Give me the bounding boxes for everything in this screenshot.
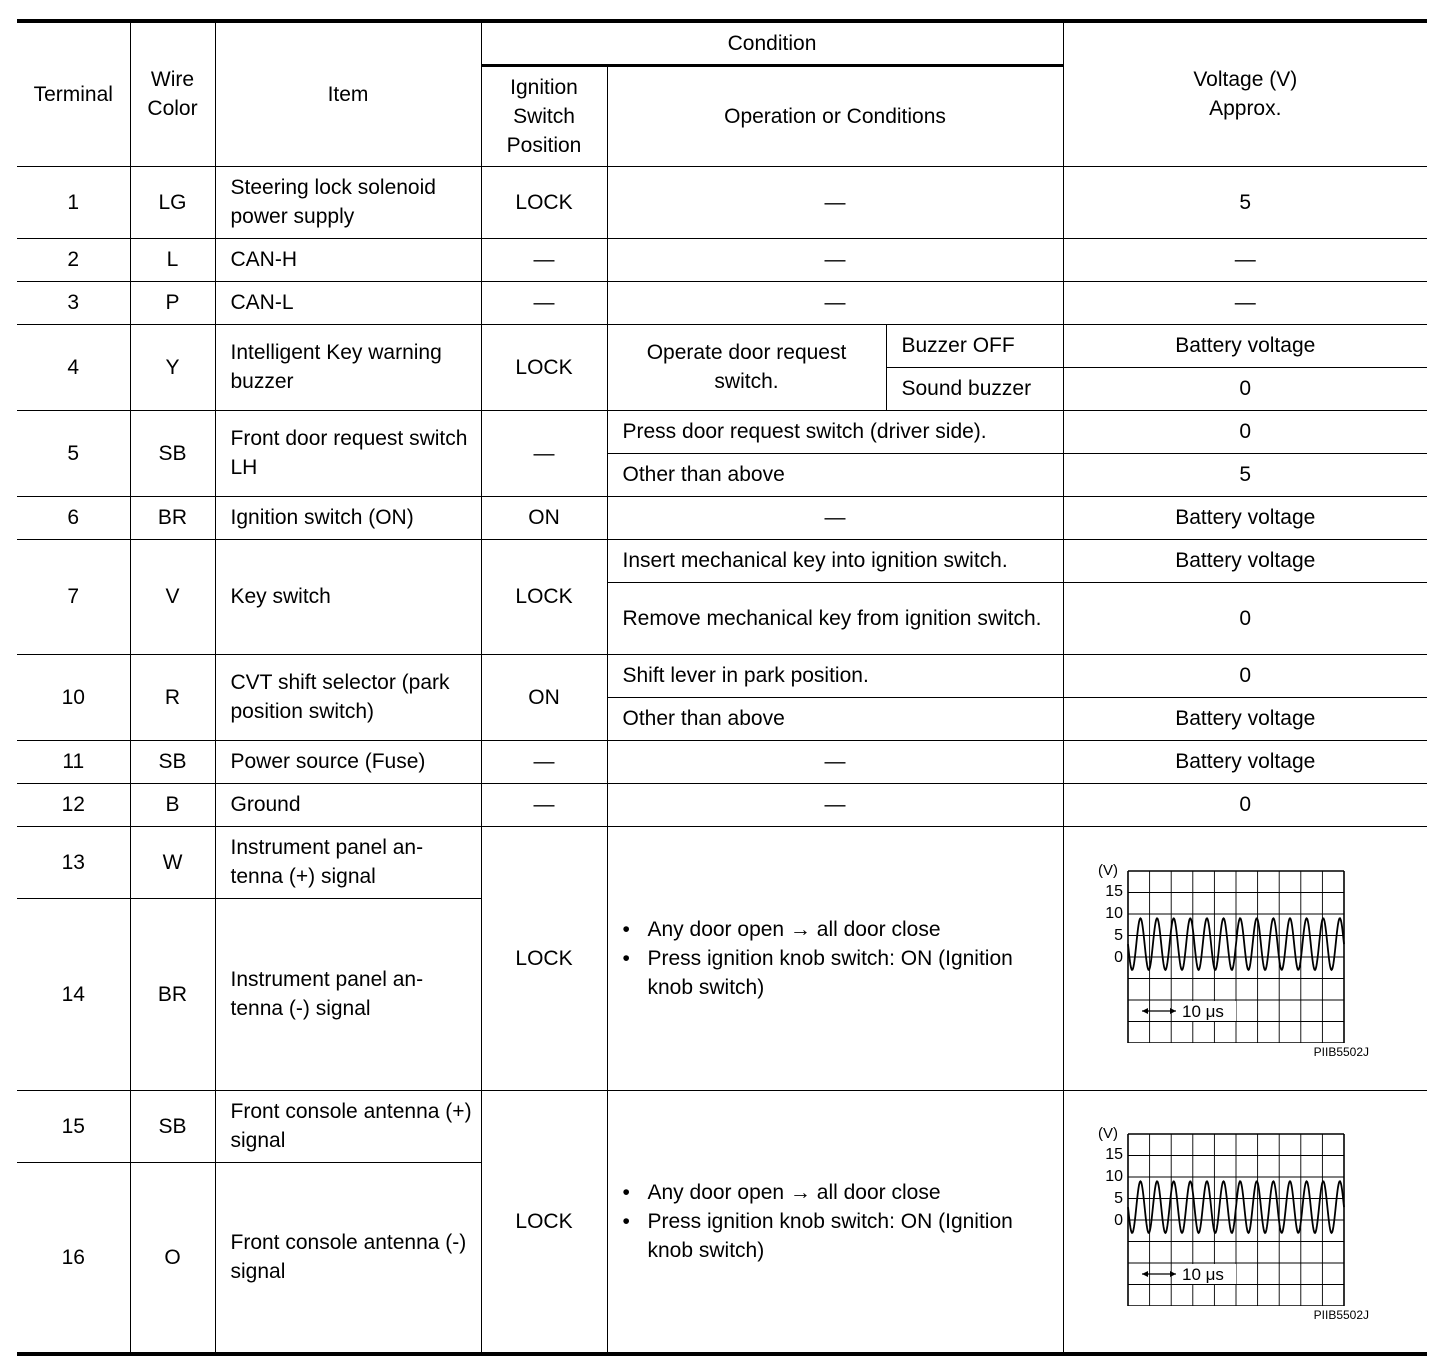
header-wire-color: Wire Color: [130, 21, 215, 166]
terminal-cell: 7: [17, 539, 130, 654]
arrow-left-icon: [1142, 1271, 1148, 1277]
wire-color-cell: W: [130, 826, 215, 898]
ignition-cell: ON: [481, 496, 607, 539]
ignition-cell: LOCK: [481, 1090, 607, 1354]
voltage-cell: —: [1063, 238, 1427, 281]
terminal-spec-table: [17, 19, 1427, 1356]
arrow-right-icon: [1170, 1008, 1176, 1014]
arrow-left-icon: [1142, 1008, 1148, 1014]
operation-cell: Insert mechanical key into ignition switch.: [607, 539, 1063, 582]
sub-condition-cell: Sound buzzer: [886, 367, 1063, 410]
header-voltage: Voltage (V) Approx.: [1063, 21, 1427, 166]
bullet-icon: •: [622, 1180, 630, 1204]
waveform-cell: [1063, 826, 1427, 1090]
y-tick-label: 5: [1113, 927, 1123, 944]
operation-cell: —: [607, 166, 1063, 238]
operation-cell: —: [607, 496, 1063, 539]
item-cell: CVT shift selector (park position switch): [215, 654, 481, 740]
list-item: [623, 915, 1063, 944]
terminal-cell: 3: [17, 281, 130, 324]
terminal-cell: 14: [17, 898, 130, 1090]
oscilloscope-waveform-a: [1098, 863, 1368, 1043]
voltage-cell: 5: [1063, 453, 1427, 496]
figure-code: PIIB5502J: [1313, 1308, 1370, 1323]
table-row: [17, 740, 1427, 783]
oscilloscope-waveform-b: [1098, 1126, 1368, 1306]
wire-color-cell: R: [130, 654, 215, 740]
terminal-cell: 4: [17, 324, 130, 410]
list-item: [623, 1207, 1063, 1265]
ignition-cell: —: [481, 410, 607, 496]
terminal-cell: 11: [17, 740, 130, 783]
terminal-cell: 16: [17, 1162, 130, 1354]
wire-color-cell: B: [130, 783, 215, 826]
table-row: [17, 324, 1427, 367]
wire-color-cell: L: [130, 238, 215, 281]
terminal-cell: 5: [17, 410, 130, 496]
y-tick-label: 5: [1113, 1190, 1123, 1208]
time-division-label: 10 μs: [1181, 1002, 1224, 1021]
item-cell: Front door request switch LH: [215, 410, 481, 496]
bullet-text: Any door open → all door close: [647, 1180, 941, 1204]
voltage-cell: Battery voltage: [1063, 740, 1427, 783]
ignition-cell: LOCK: [481, 539, 607, 654]
item-cell: Power source (Fuse): [215, 740, 481, 783]
y-tick-label: 0: [1113, 949, 1123, 966]
item-cell: Front console antenna (-) signal: [215, 1162, 481, 1354]
list-item: [623, 1178, 1063, 1207]
voltage-cell: 0: [1063, 654, 1427, 697]
y-tick-label: 10: [1104, 905, 1123, 922]
unit-label: (V): [1097, 1126, 1118, 1143]
ignition-cell: —: [481, 783, 607, 826]
list-item: [623, 944, 1063, 1002]
y-tick-label: 15: [1104, 1146, 1123, 1164]
item-cell: Ignition switch (ON): [215, 496, 481, 539]
operation-cell: [607, 826, 1063, 1090]
table-row: [17, 496, 1427, 539]
terminal-cell: 2: [17, 238, 130, 281]
terminal-cell: 13: [17, 826, 130, 898]
operation-cell: [607, 1090, 1063, 1354]
wire-color-cell: SB: [130, 740, 215, 783]
voltage-cell: Battery voltage: [1063, 324, 1427, 367]
operation-cell: —: [607, 783, 1063, 826]
table-row: [17, 826, 1427, 898]
bullet-text: Press ignition knob switch: ON (Ignition knob switch): [647, 1209, 1013, 1262]
voltage-cell: Battery voltage: [1063, 697, 1427, 740]
voltage-cell: 5: [1063, 166, 1427, 238]
unit-label: (V): [1097, 863, 1118, 879]
table-row: [17, 238, 1427, 281]
bullet-icon: •: [622, 946, 630, 970]
ignition-cell: ON: [481, 654, 607, 740]
wire-color-cell: SB: [130, 410, 215, 496]
wire-color-cell: Y: [130, 324, 215, 410]
ignition-cell: —: [481, 281, 607, 324]
bullet-icon: •: [622, 1209, 630, 1233]
voltage-cell: —: [1063, 281, 1427, 324]
table-row: [17, 654, 1427, 697]
item-cell: CAN-L: [215, 281, 481, 324]
terminal-cell: 1: [17, 166, 130, 238]
ignition-cell: LOCK: [481, 324, 607, 410]
item-cell: Key switch: [215, 539, 481, 654]
time-division-label: 10 μs: [1181, 1265, 1224, 1285]
voltage-cell: Battery voltage: [1063, 539, 1427, 582]
wire-color-cell: LG: [130, 166, 215, 238]
table-row: [17, 281, 1427, 324]
arrow-right-icon: [1170, 1271, 1176, 1277]
header-terminal: Terminal: [17, 21, 130, 166]
wire-color-cell: P: [130, 281, 215, 324]
bullet-text: Press ignition knob switch: ON (Ignition knob switch): [647, 946, 1013, 999]
terminal-cell: 10: [17, 654, 130, 740]
voltage-cell: 0: [1063, 582, 1427, 654]
item-cell: CAN-H: [215, 238, 481, 281]
ignition-cell: —: [481, 740, 607, 783]
table-row: [17, 539, 1427, 582]
item-cell: Intelligent Key warning buzzer: [215, 324, 481, 410]
operation-cell: Press door request switch (driver side).: [607, 410, 1063, 453]
bullet-text: Any door open → all door close: [647, 917, 941, 941]
y-tick-label: 15: [1104, 883, 1123, 900]
wire-color-cell: BR: [130, 898, 215, 1090]
table-row: [17, 1090, 1427, 1162]
table-row: [17, 166, 1427, 238]
table-row: [17, 410, 1427, 453]
voltage-cell: 0: [1063, 783, 1427, 826]
wire-color-cell: V: [130, 539, 215, 654]
sub-condition-cell: Buzzer OFF: [886, 324, 1063, 367]
voltage-cell: 0: [1063, 367, 1427, 410]
operation-cell: Shift lever in park position.: [607, 654, 1063, 697]
operation-cell: —: [607, 238, 1063, 281]
ignition-cell: LOCK: [481, 826, 607, 1090]
wire-color-cell: O: [130, 1162, 215, 1354]
header-ignition-position: Ignition Switch Position: [481, 65, 607, 166]
wire-color-cell: BR: [130, 496, 215, 539]
bullet-list: [608, 915, 1063, 1002]
terminal-cell: 6: [17, 496, 130, 539]
operation-cell: Remove mechanical key from ignition switch.: [607, 582, 1063, 654]
wire-color-cell: SB: [130, 1090, 215, 1162]
table-row: [17, 783, 1427, 826]
item-cell: Instrument panel an-tenna (-) signal: [215, 898, 481, 1090]
operation-cell: Other than above: [607, 697, 1063, 740]
item-cell: Front console antenna (+) signal: [215, 1090, 481, 1162]
item-cell: Instrument panel an-tenna (+) signal: [215, 826, 481, 898]
terminal-cell: 15: [17, 1090, 130, 1162]
operation-cell: Other than above: [607, 453, 1063, 496]
operation-cell: —: [607, 740, 1063, 783]
header-condition: Condition: [481, 21, 1063, 65]
ignition-cell: LOCK: [481, 166, 607, 238]
bullet-list: [608, 1178, 1063, 1265]
item-cell: Steering lock solenoid power supply: [215, 166, 481, 238]
ignition-cell: —: [481, 238, 607, 281]
header-operation: Operation or Conditions: [607, 65, 1063, 166]
header-item: Item: [215, 21, 481, 166]
terminal-cell: 12: [17, 783, 130, 826]
item-cell: Ground: [215, 783, 481, 826]
bullet-icon: •: [622, 917, 630, 941]
operation-cell: —: [607, 281, 1063, 324]
voltage-cell: Battery voltage: [1063, 496, 1427, 539]
y-tick-label: 0: [1113, 1212, 1123, 1230]
waveform-cell: [1063, 1090, 1427, 1354]
y-tick-label: 10: [1104, 1168, 1123, 1186]
figure-code: PIIB5502J: [1313, 1045, 1370, 1059]
header-row-1: [17, 21, 1427, 65]
voltage-cell: 0: [1063, 410, 1427, 453]
operation-cell: Operate door request switch.: [607, 324, 886, 410]
